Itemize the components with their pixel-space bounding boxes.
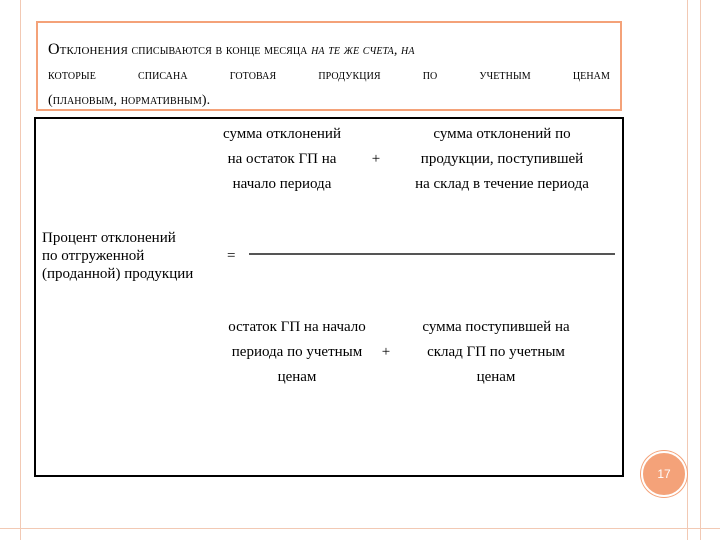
numerator-plus: + <box>371 151 381 167</box>
title-line-1-italic: на те же счета, на <box>311 43 415 58</box>
page-number-badge <box>641 451 687 497</box>
title-word: ценам <box>572 68 610 83</box>
title-lead-word: Отклонения <box>48 41 128 58</box>
numerator-right-line: на склад в течение периода <box>415 176 589 192</box>
fraction-line <box>249 253 615 255</box>
denominator-right <box>398 315 594 390</box>
title-word: по <box>422 68 438 83</box>
frame-line-right-outer <box>700 0 701 540</box>
denominator-left-line: ценам <box>277 369 317 385</box>
numerator-left-line: сумма отклонений <box>223 126 341 142</box>
lhs-line: (проданной) продукции <box>42 266 194 282</box>
numerator-right-line: сумма отклонений по <box>433 126 571 142</box>
title-word: списана <box>137 68 188 83</box>
denominator-right-line: сумма поступившей на <box>422 319 570 335</box>
frame-line-left <box>20 0 21 540</box>
lhs-line: Процент отклонений <box>42 230 176 246</box>
denominator-right-line: склад ГП по учетным <box>427 344 565 360</box>
numerator-right <box>386 122 618 197</box>
title-line-2 <box>48 63 610 88</box>
title-line-1 <box>48 37 610 63</box>
denominator-left-line: периода по учетным <box>231 344 363 360</box>
equals-sign: = <box>227 248 236 264</box>
title-box <box>36 21 622 111</box>
lhs-label <box>42 229 193 283</box>
numerator-left-line: на остаток ГП на <box>227 151 337 167</box>
numerator-left-line: начало периода <box>232 176 332 192</box>
denominator-right-line: ценам <box>476 369 516 385</box>
numerator-left <box>196 122 368 197</box>
denominator-left-line: остаток ГП на начало <box>228 319 366 335</box>
title-word: продукция <box>318 68 381 83</box>
title-line-3: (плановым, нормативным). <box>48 93 211 108</box>
page-number: 17 <box>657 467 671 481</box>
title-line-1-text: списываются в конце месяца <box>127 43 312 58</box>
lhs-line: по отгруженной <box>42 248 145 264</box>
formula-box <box>34 117 624 477</box>
numerator-right-line: продукции, поступившей <box>420 151 584 167</box>
title-word: которые <box>48 68 96 83</box>
denominator-plus: + <box>381 344 391 360</box>
title-word: готовая <box>229 68 277 83</box>
frame-line-bottom <box>0 528 720 529</box>
frame-line-right-inner <box>687 0 688 540</box>
title-word: учетным <box>479 68 531 83</box>
denominator-left <box>204 315 390 390</box>
